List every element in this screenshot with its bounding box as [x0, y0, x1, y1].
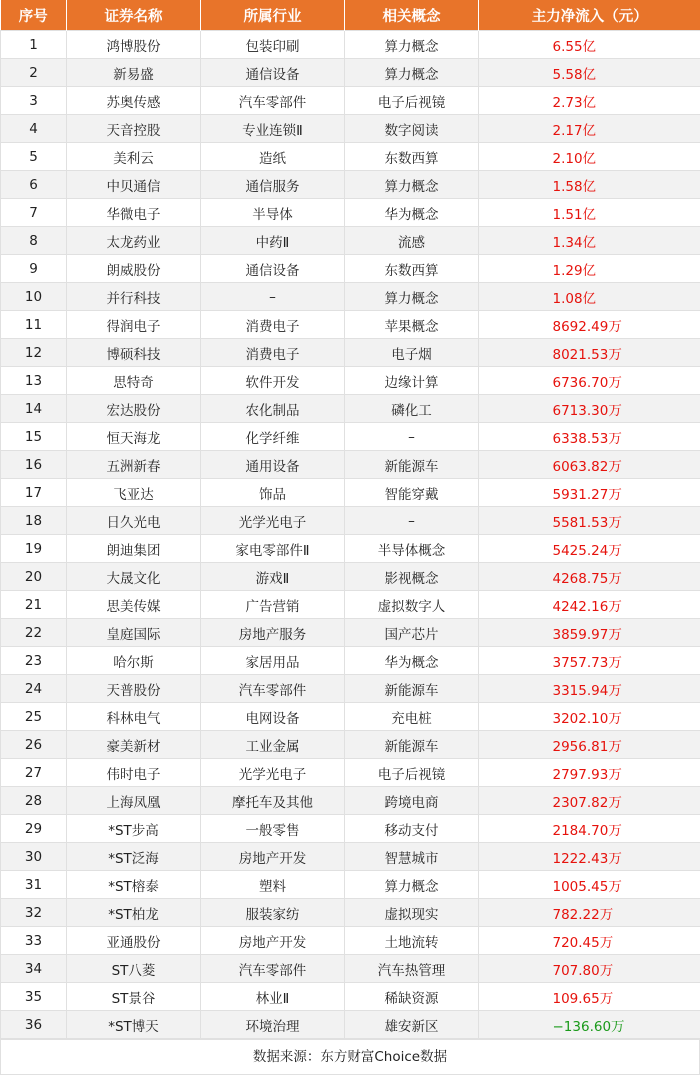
net-inflow-value: 1.08亿 [507, 287, 673, 307]
concept-cell: 算力概念 [345, 31, 479, 59]
rank-cell: 23 [1, 647, 67, 675]
table-row [1, 31, 700, 59]
rank-cell: 8 [1, 227, 67, 255]
net-inflow-value: 1005.45万 [507, 875, 673, 895]
concept-cell: 流感 [345, 227, 479, 255]
stock-name-cell: 太龙药业 [67, 227, 201, 255]
stock-name-cell: 天普股份 [67, 675, 201, 703]
stock-name-cell: 得润电子 [67, 311, 201, 339]
rank-cell: 15 [1, 423, 67, 451]
industry-cell: 通用设备 [201, 451, 345, 479]
rank-cell: 34 [1, 955, 67, 983]
net-inflow-value: 782.22万 [507, 903, 673, 923]
net-inflow-value: 2307.82万 [507, 791, 673, 811]
net-inflow-cell [479, 675, 700, 703]
net-inflow-cell [479, 591, 700, 619]
stock-name-cell: *ST泛海 [67, 843, 201, 871]
net-inflow-value: 109.65万 [507, 987, 673, 1007]
net-inflow-value: 6338.53万 [507, 427, 673, 447]
header-industry: 所属行业 [201, 0, 345, 31]
net-inflow-value: 4242.16万 [507, 595, 673, 615]
concept-cell: 汽车热管理 [345, 955, 479, 983]
industry-cell: 汽车零部件 [201, 955, 345, 983]
stock-name-cell: 皇庭国际 [67, 619, 201, 647]
table-row [1, 563, 700, 591]
rank-cell: 9 [1, 255, 67, 283]
rank-cell: 17 [1, 479, 67, 507]
table-row [1, 927, 700, 955]
table-row [1, 311, 700, 339]
table-row [1, 479, 700, 507]
net-inflow-value: 1.58亿 [507, 175, 673, 195]
industry-cell: 塑料 [201, 871, 345, 899]
table-row [1, 787, 700, 815]
rank-cell: 26 [1, 731, 67, 759]
stock-name-cell: 中贝通信 [67, 171, 201, 199]
net-inflow-value: 1.34亿 [507, 231, 673, 251]
net-inflow-cell [479, 423, 700, 451]
industry-cell: 消费电子 [201, 339, 345, 367]
concept-cell: 磷化工 [345, 395, 479, 423]
stock-name-cell: ST景谷 [67, 983, 201, 1011]
industry-cell: 中药Ⅱ [201, 227, 345, 255]
net-inflow-value: 5931.27万 [507, 483, 673, 503]
concept-cell: 算力概念 [345, 871, 479, 899]
concept-cell: 算力概念 [345, 59, 479, 87]
industry-cell: 汽车零部件 [201, 675, 345, 703]
concept-cell: – [345, 507, 479, 535]
table-row [1, 227, 700, 255]
concept-cell: 跨境电商 [345, 787, 479, 815]
table-row [1, 87, 700, 115]
stock-name-cell: 并行科技 [67, 283, 201, 311]
concept-cell: 算力概念 [345, 171, 479, 199]
table-row [1, 199, 700, 227]
net-inflow-cell [479, 115, 700, 143]
net-inflow-cell [479, 87, 700, 115]
table-row [1, 731, 700, 759]
concept-cell: 充电桩 [345, 703, 479, 731]
stock-name-cell: 博硕科技 [67, 339, 201, 367]
table-row [1, 899, 700, 927]
net-inflow-value: 1.29亿 [507, 259, 673, 279]
net-inflow-cell [479, 955, 700, 983]
stock-name-cell: 鸿博股份 [67, 31, 201, 59]
stock-name-cell: 哈尔斯 [67, 647, 201, 675]
stock-name-cell: 思特奇 [67, 367, 201, 395]
table-row [1, 367, 700, 395]
concept-cell: 数字阅读 [345, 115, 479, 143]
net-inflow-cell [479, 255, 700, 283]
table-row [1, 115, 700, 143]
net-inflow-cell [479, 367, 700, 395]
table-row [1, 255, 700, 283]
industry-cell: 电网设备 [201, 703, 345, 731]
net-inflow-value: 3202.10万 [507, 707, 673, 727]
table-row [1, 507, 700, 535]
concept-cell: 稀缺资源 [345, 983, 479, 1011]
industry-cell: 游戏Ⅱ [201, 563, 345, 591]
industry-cell: 通信设备 [201, 59, 345, 87]
rank-cell: 7 [1, 199, 67, 227]
rank-cell: 11 [1, 311, 67, 339]
net-inflow-value: 3859.97万 [507, 623, 673, 643]
rank-cell: 33 [1, 927, 67, 955]
net-inflow-value: 5581.53万 [507, 511, 673, 531]
industry-cell: 摩托车及其他 [201, 787, 345, 815]
rank-cell: 24 [1, 675, 67, 703]
rank-cell: 31 [1, 871, 67, 899]
industry-cell: 家电零部件Ⅱ [201, 535, 345, 563]
net-inflow-cell [479, 227, 700, 255]
industry-cell: 房地产开发 [201, 927, 345, 955]
net-inflow-cell [479, 171, 700, 199]
concept-cell: 国产芯片 [345, 619, 479, 647]
rank-cell: 4 [1, 115, 67, 143]
rank-cell: 27 [1, 759, 67, 787]
table-row [1, 591, 700, 619]
rank-cell: 2 [1, 59, 67, 87]
rank-cell: 16 [1, 451, 67, 479]
concept-cell: 新能源车 [345, 451, 479, 479]
net-inflow-value: 2956.81万 [507, 735, 673, 755]
concept-cell: 影视概念 [345, 563, 479, 591]
rank-cell: 19 [1, 535, 67, 563]
industry-cell: 通信服务 [201, 171, 345, 199]
stock-name-cell: 朗迪集团 [67, 535, 201, 563]
industry-cell: 工业金属 [201, 731, 345, 759]
net-inflow-value: 5.58亿 [507, 63, 673, 83]
rank-cell: 35 [1, 983, 67, 1011]
stock-name-cell: 天音控股 [67, 115, 201, 143]
stock-name-cell: 新易盛 [67, 59, 201, 87]
stock-name-cell: 恒天海龙 [67, 423, 201, 451]
net-inflow-cell [479, 1011, 700, 1039]
table-row [1, 423, 700, 451]
rank-cell: 29 [1, 815, 67, 843]
net-inflow-cell [479, 843, 700, 871]
net-inflow-value: −136.60万 [507, 1015, 673, 1035]
industry-cell: 环境治理 [201, 1011, 345, 1039]
concept-cell: 东数西算 [345, 255, 479, 283]
net-inflow-cell [479, 619, 700, 647]
industry-cell: – [201, 283, 345, 311]
header-rank: 序号 [1, 0, 67, 31]
rank-cell: 1 [1, 31, 67, 59]
table-row [1, 647, 700, 675]
rank-cell: 10 [1, 283, 67, 311]
stock-name-cell: 飞亚达 [67, 479, 201, 507]
industry-cell: 家居用品 [201, 647, 345, 675]
rank-cell: 3 [1, 87, 67, 115]
net-inflow-value: 6.55亿 [507, 35, 673, 55]
stock-name-cell: 日久光电 [67, 507, 201, 535]
stock-name-cell: 美利云 [67, 143, 201, 171]
table-row [1, 983, 700, 1011]
industry-cell: 服装家纺 [201, 899, 345, 927]
industry-cell: 饰品 [201, 479, 345, 507]
net-inflow-cell [479, 143, 700, 171]
table-row [1, 451, 700, 479]
rank-cell: 22 [1, 619, 67, 647]
table-row [1, 339, 700, 367]
industry-cell: 汽车零部件 [201, 87, 345, 115]
concept-cell: 新能源车 [345, 731, 479, 759]
net-inflow-value: 2797.93万 [507, 763, 673, 783]
table-row [1, 871, 700, 899]
rank-cell: 25 [1, 703, 67, 731]
table-row [1, 59, 700, 87]
table-row [1, 1011, 700, 1039]
net-inflow-cell [479, 339, 700, 367]
net-inflow-cell [479, 759, 700, 787]
stock-name-cell: *ST步高 [67, 815, 201, 843]
industry-cell: 软件开发 [201, 367, 345, 395]
industry-cell: 包装印刷 [201, 31, 345, 59]
net-inflow-value: 2.17亿 [507, 119, 673, 139]
concept-cell: 雄安新区 [345, 1011, 479, 1039]
industry-cell: 半导体 [201, 199, 345, 227]
table-row [1, 143, 700, 171]
net-inflow-cell [479, 199, 700, 227]
table-row [1, 171, 700, 199]
net-inflow-value: 8021.53万 [507, 343, 673, 363]
net-inflow-cell [479, 899, 700, 927]
concept-cell: 土地流转 [345, 927, 479, 955]
rank-cell: 30 [1, 843, 67, 871]
rank-cell: 12 [1, 339, 67, 367]
concept-cell: – [345, 423, 479, 451]
stock-name-cell: 宏达股份 [67, 395, 201, 423]
concept-cell: 电子后视镜 [345, 87, 479, 115]
concept-cell: 华为概念 [345, 199, 479, 227]
industry-cell: 房地产服务 [201, 619, 345, 647]
stock-name-cell: 大晟文化 [67, 563, 201, 591]
net-inflow-cell [479, 31, 700, 59]
table-row [1, 395, 700, 423]
stock-name-cell: *ST博天 [67, 1011, 201, 1039]
net-inflow-value: 6713.30万 [507, 399, 673, 419]
concept-cell: 智慧城市 [345, 843, 479, 871]
stock-name-cell: 华微电子 [67, 199, 201, 227]
stock-name-cell: 伟时电子 [67, 759, 201, 787]
industry-cell: 一般零售 [201, 815, 345, 843]
stock-name-cell: *ST榕泰 [67, 871, 201, 899]
industry-cell: 林业Ⅱ [201, 983, 345, 1011]
rank-cell: 13 [1, 367, 67, 395]
net-inflow-value: 707.80万 [507, 959, 673, 979]
net-inflow-value: 6063.82万 [507, 455, 673, 475]
industry-cell: 光学光电子 [201, 507, 345, 535]
net-inflow-cell [479, 563, 700, 591]
table-row [1, 283, 700, 311]
stock-name-cell: *ST柏龙 [67, 899, 201, 927]
industry-cell: 通信设备 [201, 255, 345, 283]
header-stock-name: 证券名称 [67, 0, 201, 31]
net-inflow-value: 8692.49万 [507, 315, 673, 335]
net-inflow-cell [479, 787, 700, 815]
net-inflow-cell [479, 479, 700, 507]
industry-cell: 造纸 [201, 143, 345, 171]
stock-name-cell: 亚通股份 [67, 927, 201, 955]
industry-cell: 光学光电子 [201, 759, 345, 787]
stock-name-cell: 科林电气 [67, 703, 201, 731]
net-inflow-cell [479, 535, 700, 563]
net-inflow-value: 6736.70万 [507, 371, 673, 391]
concept-cell: 新能源车 [345, 675, 479, 703]
net-inflow-value: 4268.75万 [507, 567, 673, 587]
table-row [1, 759, 700, 787]
net-inflow-cell [479, 507, 700, 535]
net-inflow-cell [479, 815, 700, 843]
stock-name-cell: 朗威股份 [67, 255, 201, 283]
net-inflow-value: 5425.24万 [507, 539, 673, 559]
net-inflow-cell [479, 731, 700, 759]
rank-cell: 21 [1, 591, 67, 619]
table-row [1, 535, 700, 563]
net-inflow-value: 2184.70万 [507, 819, 673, 839]
concept-cell: 电子烟 [345, 339, 479, 367]
data-source-footer: 数据来源：东方财富Choice数据 [0, 1039, 700, 1075]
net-inflow-value: 3315.94万 [507, 679, 673, 699]
rank-cell: 5 [1, 143, 67, 171]
industry-cell: 专业连锁Ⅱ [201, 115, 345, 143]
net-inflow-cell [479, 311, 700, 339]
net-inflow-value: 1.51亿 [507, 203, 673, 223]
concept-cell: 华为概念 [345, 647, 479, 675]
concept-cell: 半导体概念 [345, 535, 479, 563]
table-row [1, 955, 700, 983]
table-row [1, 843, 700, 871]
concept-cell: 东数西算 [345, 143, 479, 171]
stock-name-cell: 豪美新材 [67, 731, 201, 759]
stock-name-cell: 上海凤凰 [67, 787, 201, 815]
header-row [1, 0, 700, 31]
rank-cell: 18 [1, 507, 67, 535]
net-inflow-value: 2.10亿 [507, 147, 673, 167]
rank-cell: 28 [1, 787, 67, 815]
net-inflow-value: 2.73亿 [507, 91, 673, 111]
stock-name-cell: ST八菱 [67, 955, 201, 983]
table-row [1, 675, 700, 703]
net-inflow-value: 720.45万 [507, 931, 673, 951]
table-row [1, 815, 700, 843]
industry-cell: 化学纤维 [201, 423, 345, 451]
table-row [1, 703, 700, 731]
table-row [1, 619, 700, 647]
net-inflow-cell [479, 283, 700, 311]
net-inflow-value: 3757.73万 [507, 651, 673, 671]
net-inflow-cell [479, 871, 700, 899]
net-inflow-cell [479, 927, 700, 955]
net-inflow-cell [479, 703, 700, 731]
rank-cell: 20 [1, 563, 67, 591]
rank-cell: 6 [1, 171, 67, 199]
industry-cell: 房地产开发 [201, 843, 345, 871]
rank-cell: 36 [1, 1011, 67, 1039]
concept-cell: 苹果概念 [345, 311, 479, 339]
industry-cell: 消费电子 [201, 311, 345, 339]
industry-cell: 农化制品 [201, 395, 345, 423]
net-inflow-cell [479, 59, 700, 87]
rank-cell: 32 [1, 899, 67, 927]
stock-name-cell: 思美传媒 [67, 591, 201, 619]
rank-cell: 14 [1, 395, 67, 423]
concept-cell: 边缘计算 [345, 367, 479, 395]
concept-cell: 算力概念 [345, 283, 479, 311]
stock-name-cell: 苏奥传感 [67, 87, 201, 115]
concept-cell: 智能穿戴 [345, 479, 479, 507]
industry-cell: 广告营销 [201, 591, 345, 619]
concept-cell: 虚拟数字人 [345, 591, 479, 619]
concept-cell: 虚拟现实 [345, 899, 479, 927]
net-inflow-cell [479, 395, 700, 423]
net-inflow-cell [479, 647, 700, 675]
concept-cell: 电子后视镜 [345, 759, 479, 787]
stock-name-cell: 五洲新春 [67, 451, 201, 479]
net-inflow-cell [479, 983, 700, 1011]
header-net-inflow: 主力净流入（元） [479, 0, 700, 31]
net-inflow-value: 1222.43万 [507, 847, 673, 867]
concept-cell: 移动支付 [345, 815, 479, 843]
net-inflow-cell [479, 451, 700, 479]
header-concept: 相关概念 [345, 0, 479, 31]
